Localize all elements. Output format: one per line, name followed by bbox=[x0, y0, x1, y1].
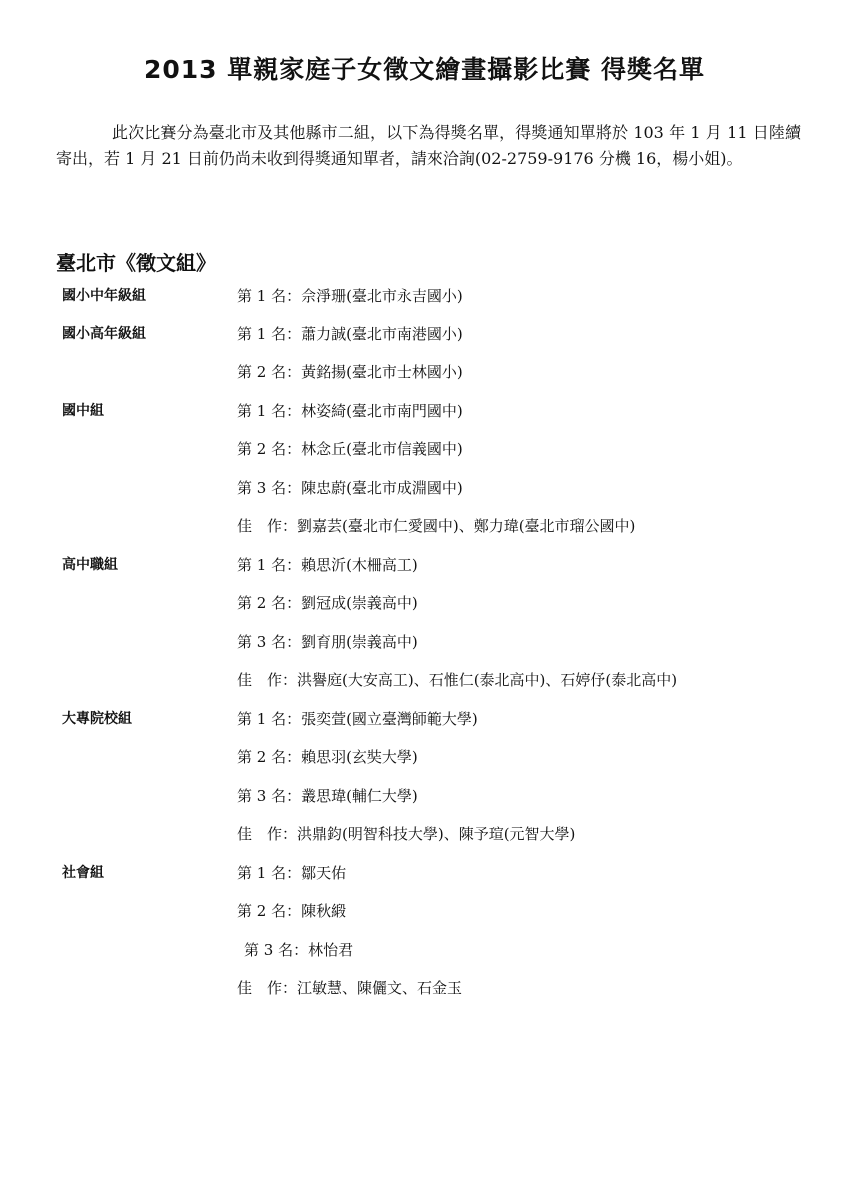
group-label: 國小中年級組 bbox=[62, 288, 146, 304]
award-row bbox=[0, 745, 849, 769]
group-label: 大專院校組 bbox=[62, 711, 132, 727]
award-entry: 佳 作：洪譽庭(大安高工)、石惟仁(泰北高中)、石婷伃(泰北高中) bbox=[237, 671, 678, 689]
award-row bbox=[0, 784, 849, 808]
award-entry: 第 2 名：林念丘(臺北市信義國中) bbox=[237, 440, 463, 458]
award-entry: 第 1 名：張奕萱(國立臺灣師範大學) bbox=[237, 710, 478, 728]
award-row bbox=[0, 360, 849, 384]
award-entry: 第 2 名：黃銘揚(臺北市士林國小) bbox=[237, 363, 463, 381]
award-row bbox=[0, 591, 849, 615]
award-entry: 第 2 名：賴思羽(玄奘大學) bbox=[237, 748, 418, 766]
page-title: 2013 單親家庭子女徵文繪畫攝影比賽 得獎名單 bbox=[144, 55, 705, 84]
section-title: 臺北市《徵文組》 bbox=[56, 251, 216, 275]
award-entry: 佳 作：劉嘉芸(臺北市仁愛國中)、鄭力瑋(臺北市瑠公國中) bbox=[237, 517, 636, 535]
award-entry: 第 1 名：林姿綺(臺北市南門國中) bbox=[237, 402, 463, 420]
award-row bbox=[0, 553, 849, 577]
award-row bbox=[0, 437, 849, 461]
award-entry: 佳 作：江敏慧、陳儷文、石金玉 bbox=[237, 979, 463, 997]
award-entry: 第 2 名：劉冠成(崇義高中) bbox=[237, 594, 418, 612]
award-row bbox=[0, 630, 849, 654]
award-entry: 第 1 名：鄒天佑 bbox=[237, 864, 347, 882]
award-row bbox=[0, 668, 849, 692]
award-row bbox=[0, 822, 849, 846]
award-entry: 第 3 名：劉育朋(崇義高中) bbox=[237, 633, 418, 651]
group-label: 高中職組 bbox=[62, 557, 118, 573]
award-row bbox=[0, 938, 849, 962]
group-label: 國小高年級組 bbox=[62, 326, 146, 342]
intro-paragraph: 此次比賽分為臺北市及其他縣市二組，以下為得獎名單，得獎通知單將於 103 年 1 月 11 日陸續寄出，若 1 月 21 日前仍尚未收到得獎通知單者，請來洽詢(02-2759-9176 分機 16，楊小姐)。 bbox=[56, 123, 801, 168]
award-entry: 第 1 名：賴思沂(木柵高工) bbox=[237, 556, 418, 574]
award-row bbox=[0, 861, 849, 885]
group-label: 國中組 bbox=[62, 403, 104, 419]
group-label: 社會組 bbox=[62, 865, 104, 881]
award-row bbox=[0, 322, 849, 346]
award-row bbox=[0, 399, 849, 423]
award-entry: 第 3 名：陳忠蔚(臺北市成淵國中) bbox=[237, 479, 463, 497]
award-entry: 佳 作：洪鼎鈞(明智科技大學)、陳予瑄(元智大學) bbox=[237, 825, 576, 843]
award-row bbox=[0, 514, 849, 538]
award-entry: 第 3 名：叢思瑋(輔仁大學) bbox=[237, 787, 418, 805]
award-row bbox=[0, 976, 849, 1000]
award-row bbox=[0, 707, 849, 731]
award-entry: 第 2 名：陳秋緞 bbox=[237, 902, 347, 920]
award-entry: 第 1 名：佘淨珊(臺北市永吉國小) bbox=[237, 287, 463, 305]
award-row bbox=[0, 284, 849, 308]
award-row bbox=[0, 899, 849, 923]
award-entry: 第 1 名：蕭力誠(臺北市南港國小) bbox=[237, 325, 463, 343]
award-entry: 第 3 名：林怡君 bbox=[244, 941, 354, 959]
award-row bbox=[0, 476, 849, 500]
